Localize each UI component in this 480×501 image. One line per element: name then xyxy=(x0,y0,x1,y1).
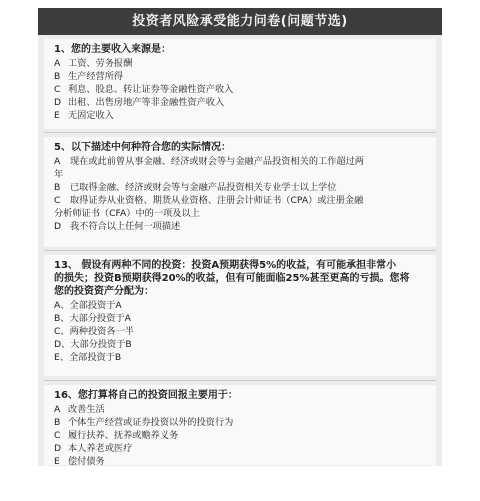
question-16-option-b[interactable]: B 个体生产经营或证券投资以外的投资行为 xyxy=(54,417,234,428)
question-13-option-b[interactable]: B、大部分投资于A xyxy=(54,313,131,324)
question-1-card xyxy=(44,39,436,129)
question-5-option-c[interactable]: C 取得证券从业资格、期货从业资格、注册会计师证书（CPA）或注册金融 分析师证书（CFA）中的一项及以上 xyxy=(54,195,364,219)
question-13-option-a[interactable]: A、全部投资于A xyxy=(54,300,122,311)
question-5-option-d[interactable]: D 我不符合以上任何一项描述 xyxy=(54,221,181,232)
divider xyxy=(44,250,436,251)
question-13-option-e[interactable]: E、全部投资于B xyxy=(54,352,122,363)
question-13-option-d[interactable]: D、大部分投资于B xyxy=(54,339,132,350)
question-16-option-e[interactable]: E 偿付债务 xyxy=(54,456,105,467)
question-5-text: 5、以下描述中何种符合您的实际情况： xyxy=(54,142,231,153)
divider xyxy=(44,380,436,381)
question-5-option-a[interactable]: A 现在或此前曾从事金融、经济或财会等与金融产品投资相关的工作超过两 年 xyxy=(54,156,364,180)
question-1-option-e[interactable]: E 无固定收入 xyxy=(54,110,114,121)
question-13-option-c[interactable]: C、两种投资各一半 xyxy=(54,326,134,337)
question-5-option-b[interactable]: B 已取得金融、经济或财会等与金融产品投资相关专业学士以上学位 xyxy=(54,182,337,193)
question-13-card xyxy=(44,255,436,376)
question-1-text: 1、您的主要收入来源是： xyxy=(54,44,171,55)
question-16-option-c[interactable]: C 履行扶养、抚养或赡养义务 xyxy=(54,430,179,441)
question-16-option-a[interactable]: A 改善生活 xyxy=(54,404,105,415)
question-1-option-b[interactable]: B 生产经营所得 xyxy=(54,71,124,82)
question-1-option-a[interactable]: A 工资、劳务报酬 xyxy=(54,58,133,69)
question-1-option-c[interactable]: C 利息、股息、转让证券等金融性资产收入 xyxy=(54,84,234,95)
question-16-card xyxy=(44,385,436,465)
questionnaire-sheet xyxy=(38,8,442,466)
question-1-option-d[interactable]: D 出租、出售房地产等非金融性资产收入 xyxy=(54,97,225,108)
question-16-option-d[interactable]: D 本人养老或医疗 xyxy=(54,443,133,454)
question-13-text: 13、 假设有两种不同的投资：投资A预期获得5%的收益，有可能承担非常小 的损失；投资B预期获得20%的收益，但有可能面临25%甚至更高的亏损。您将 您的投资资产分配为： xyxy=(54,260,410,297)
question-5-card xyxy=(44,137,436,247)
question-16-text: 16、您打算将自己的投资回报主要用于： xyxy=(54,390,238,401)
divider xyxy=(44,132,436,133)
questionnaire-title: 投资者风险承受能力问卷(问题节选) xyxy=(38,8,442,35)
